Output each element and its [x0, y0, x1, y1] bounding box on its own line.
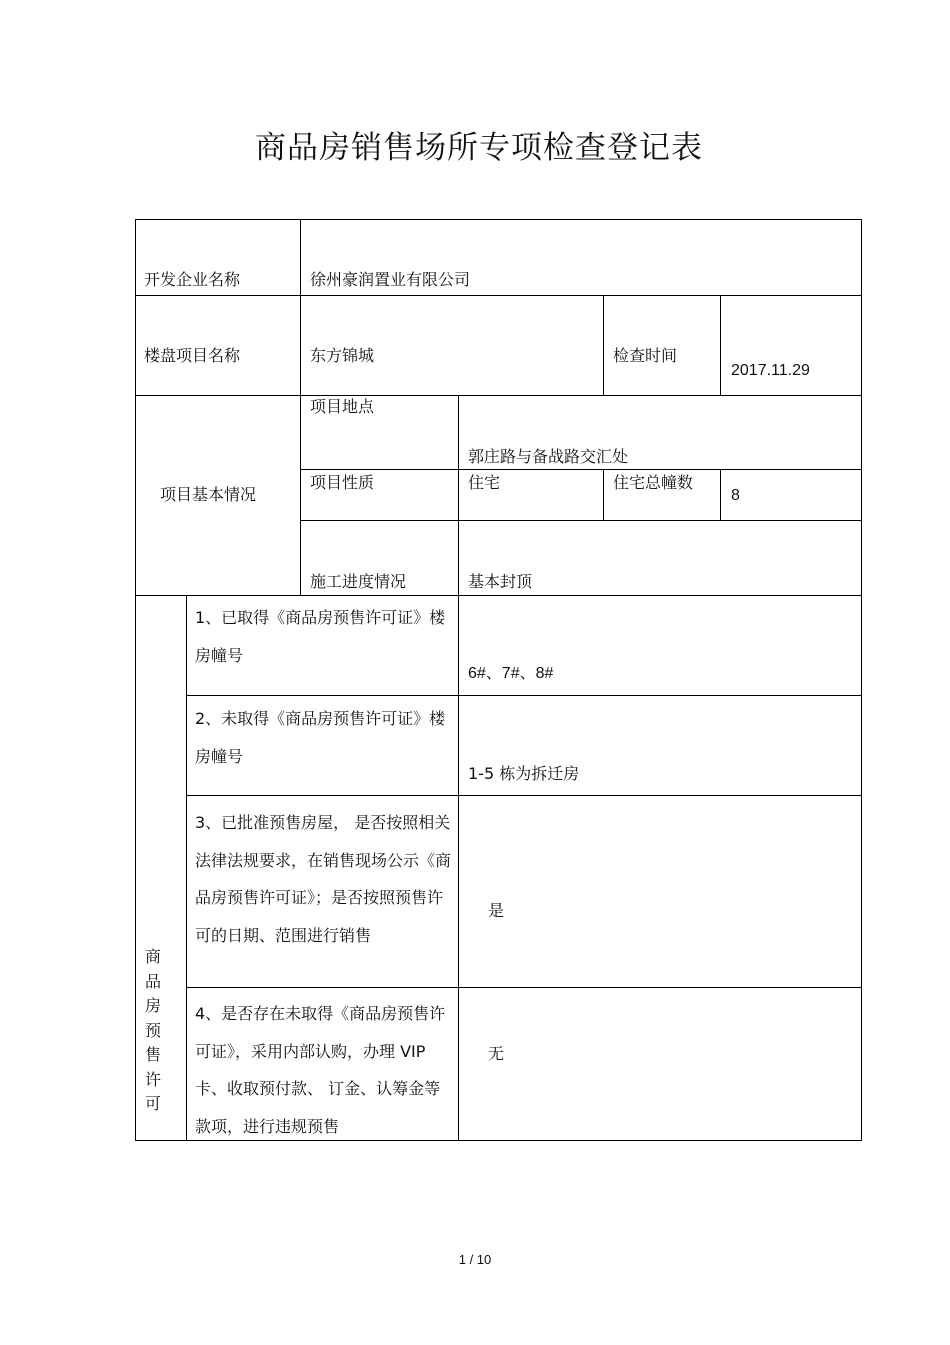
question-1: 1、已取得《商品房预售许可证》楼房幢号	[195, 608, 446, 665]
developer-label: 开发企业名称	[144, 270, 241, 289]
location-value: 郭庄路与备战路交汇处	[468, 447, 629, 466]
project-label: 楼盘项目名称	[144, 346, 241, 365]
buildings-label: 住宅总幢数	[613, 473, 694, 492]
question-3: 3、已批准预售房屋， 是否按照相关法律法规要求，在销售现场公示《商品房预售许可证》；是否按照预售许可的日期、范围进行销售	[195, 813, 452, 945]
project-value: 东方锦城	[310, 346, 375, 365]
progress-label: 施工进度情况	[310, 572, 407, 591]
page-title: 商品房销售场所专项检查登记表	[255, 130, 703, 166]
question-4: 4、是否存在未取得《商品房预售许可证》，采用内部认购，办理 VIP 卡、收取预付款、 订金、认筹金等款项，进行违规预售	[195, 1004, 446, 1136]
progress-value: 基本封顶	[468, 572, 533, 591]
location-label: 项目地点	[310, 397, 375, 416]
check-time-label: 检查时间	[613, 346, 678, 365]
nature-value: 住宅	[468, 473, 501, 492]
page-number: 1 / 10	[458, 1252, 492, 1267]
answer-2: 1-5 栋为拆迁房	[468, 764, 580, 783]
question-2: 2、未取得《商品房预售许可证》楼房幢号	[195, 709, 446, 766]
buildings-value: 8	[731, 487, 740, 504]
check-time-value: 2017.11.29	[731, 362, 810, 379]
permit-section-label: 商品房预售许可	[144, 947, 161, 1113]
basic-info-label: 项目基本情况	[160, 485, 257, 504]
nature-label: 项目性质	[310, 473, 375, 492]
answer-4: 无	[488, 1044, 505, 1063]
developer-value: 徐州豪润置业有限公司	[310, 270, 471, 289]
answer-3: 是	[488, 901, 505, 920]
answer-1: 6#、7#、8#	[468, 665, 554, 682]
